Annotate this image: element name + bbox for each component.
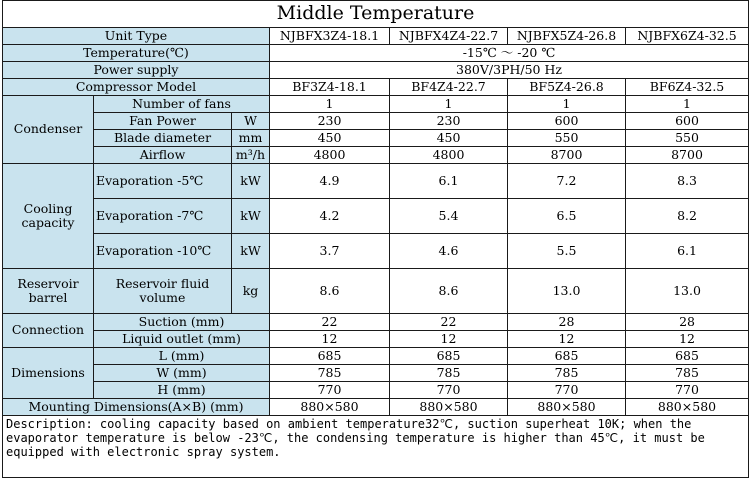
condenser-row-label: Airflow (94, 147, 232, 164)
condenser-row (3, 130, 749, 147)
dimensions-label: Dimensions (3, 348, 94, 399)
cooling-value: 5.5 (508, 234, 626, 269)
dimensions-value: 685 (626, 348, 749, 365)
cooling-value: 5.4 (390, 199, 508, 234)
connection-row (3, 314, 749, 331)
condenser-row-label: Number of fans (94, 96, 270, 113)
compressor-value: BF3Z4-18.1 (270, 79, 390, 96)
reservoir-fluid-label: Reservoir fluid volume (94, 269, 232, 314)
cooling-row-label: Evaporation -10℃ (94, 234, 232, 269)
dimensions-value: 685 (508, 348, 626, 365)
spec-table (2, 0, 749, 478)
compressor-value: BF5Z4-26.8 (508, 79, 626, 96)
condenser-value: 4800 (390, 147, 508, 164)
cooling-value: 6.1 (626, 234, 749, 269)
condenser-value: 1 (390, 96, 508, 113)
temperature-row (3, 45, 749, 62)
temperature-value: -15℃ ～ -20 ℃ (270, 45, 749, 62)
reservoir-value: 8.6 (390, 269, 508, 314)
compressor-label: Compressor Model (3, 79, 270, 96)
model-name: NJBFX3Z4-18.1 (270, 28, 390, 45)
unit-cell: kg (232, 269, 270, 314)
connection-value: 12 (270, 331, 390, 348)
unit-cell: m³/h (232, 147, 270, 164)
dimensions-value: 785 (390, 365, 508, 382)
mounting-label: Mounting Dimensions(A×B) (mm) (3, 399, 270, 416)
compressor-value: BF6Z4-32.5 (626, 79, 749, 96)
dimensions-value: 685 (270, 348, 390, 365)
dimensions-row (3, 348, 749, 365)
cooling-value: 8.3 (626, 164, 749, 199)
condenser-value: 450 (390, 130, 508, 147)
condenser-value: 8700 (626, 147, 749, 164)
connection-value: 28 (626, 314, 749, 331)
unit-cell: W (232, 113, 270, 130)
cooling-value: 3.7 (270, 234, 390, 269)
condenser-value: 550 (626, 130, 749, 147)
cooling-capacity-label: Cooling capacity (3, 164, 94, 269)
dimensions-value: 770 (508, 382, 626, 399)
condenser-value: 230 (390, 113, 508, 130)
model-name: NJBFX4Z4-22.7 (390, 28, 508, 45)
condenser-value: 550 (508, 130, 626, 147)
connection-value: 22 (390, 314, 508, 331)
condenser-value: 1 (270, 96, 390, 113)
dimensions-row (3, 365, 749, 382)
dimensions-row-label: W (mm) (94, 365, 270, 382)
cooling-value: 6.5 (508, 199, 626, 234)
unit-type-label: Unit Type (3, 28, 270, 45)
power-supply-label: Power supply (3, 62, 270, 79)
condenser-row-label: Blade diameter (94, 130, 232, 147)
temperature-label: Temperature(℃) (3, 45, 270, 62)
condenser-row-label: Fan Power (94, 113, 232, 130)
dimensions-value: 685 (390, 348, 508, 365)
condenser-label: Condenser (3, 96, 94, 164)
condenser-row (3, 96, 749, 113)
unit-type-row (3, 28, 749, 45)
reservoir-barrel-label: Reservoir barrel (3, 269, 94, 314)
condenser-value: 600 (508, 113, 626, 130)
reservoir-value: 13.0 (508, 269, 626, 314)
cooling-value: 4.6 (390, 234, 508, 269)
cooling-row-label: Evaporation -7℃ (94, 199, 232, 234)
cooling-value: 4.2 (270, 199, 390, 234)
compressor-row (3, 79, 749, 96)
connection-value: 28 (508, 314, 626, 331)
condenser-value: 4800 (270, 147, 390, 164)
cooling-value: 4.9 (270, 164, 390, 199)
unit-cell: mm (232, 130, 270, 147)
dimensions-value: 770 (390, 382, 508, 399)
dimensions-row-label: L (mm) (94, 348, 270, 365)
unit-cell: kW (232, 234, 270, 269)
cooling-value: 8.2 (626, 199, 749, 234)
dimensions-row (3, 382, 749, 399)
connection-value: 22 (270, 314, 390, 331)
model-name: NJBFX6Z4-32.5 (626, 28, 749, 45)
table-title: Middle Temperature (3, 1, 749, 28)
unit-cell: kW (232, 199, 270, 234)
mounting-value: 880×580 (508, 399, 626, 416)
mounting-row (3, 399, 749, 416)
condenser-row (3, 113, 749, 130)
mounting-value: 880×580 (270, 399, 390, 416)
compressor-value: BF4Z4-22.7 (390, 79, 508, 96)
condenser-value: 1 (626, 96, 749, 113)
reservoir-row (3, 269, 749, 314)
condenser-row (3, 147, 749, 164)
dimensions-value: 770 (270, 382, 390, 399)
reservoir-value: 8.6 (270, 269, 390, 314)
connection-value: 12 (390, 331, 508, 348)
model-name: NJBFX5Z4-26.8 (508, 28, 626, 45)
unit-cell: kW (232, 164, 270, 199)
dimensions-value: 770 (626, 382, 749, 399)
cooling-row-label: Evaporation -5℃ (94, 164, 232, 199)
connection-value: 12 (626, 331, 749, 348)
cooling-value: 7.2 (508, 164, 626, 199)
condenser-value: 600 (626, 113, 749, 130)
dimensions-value: 785 (626, 365, 749, 382)
connection-row-label: Suction (mm) (94, 314, 270, 331)
mounting-value: 880×580 (626, 399, 749, 416)
power-supply-row (3, 62, 749, 79)
cooling-row (3, 234, 749, 269)
cooling-row (3, 199, 749, 234)
connection-row (3, 331, 749, 348)
mounting-value: 880×580 (390, 399, 508, 416)
description-text: Description: cooling capacity based on ambient temperature32℃, suction superheat 10K; when the evaporator temperature is below -23℃, the condensing temperature is higher than 45℃, it must be equipped with electronic spray system. (3, 416, 749, 478)
title-row (3, 1, 749, 28)
connection-label: Connection (3, 314, 94, 348)
cooling-value: 6.1 (390, 164, 508, 199)
condenser-value: 450 (270, 130, 390, 147)
reservoir-value: 13.0 (626, 269, 749, 314)
condenser-value: 1 (508, 96, 626, 113)
power-supply-value: 380V/3PH/50 Hz (270, 62, 749, 79)
dimensions-value: 785 (270, 365, 390, 382)
cooling-row (3, 164, 749, 199)
condenser-value: 8700 (508, 147, 626, 164)
description-row (3, 416, 749, 478)
connection-value: 12 (508, 331, 626, 348)
condenser-value: 230 (270, 113, 390, 130)
connection-row-label: Liquid outlet (mm) (94, 331, 270, 348)
dimensions-row-label: H (mm) (94, 382, 270, 399)
dimensions-value: 785 (508, 365, 626, 382)
